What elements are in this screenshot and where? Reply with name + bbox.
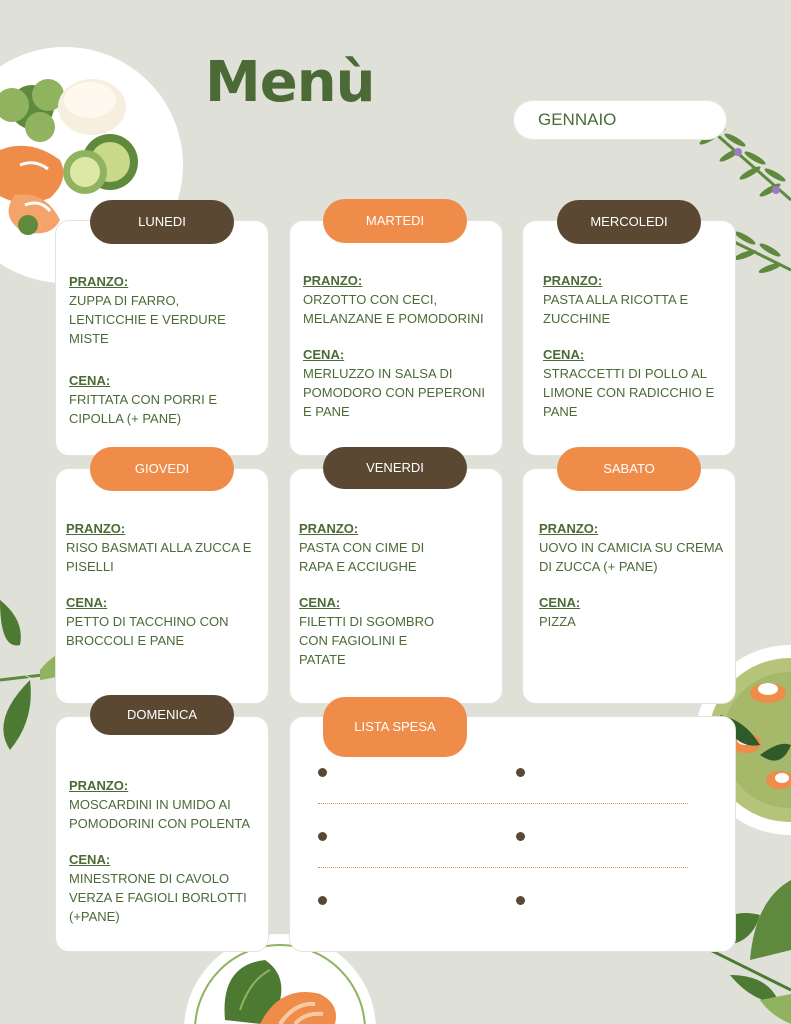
- dinner-domenica: [69, 850, 264, 926]
- shopping-bullet: [516, 896, 525, 905]
- dinner-text: STRACCETTI DI POLLO AL LIMONE CON RADICCHIO E PANE: [543, 366, 715, 419]
- dinner-label: CENA:: [539, 595, 581, 610]
- day-pill-domenica: DOMENICA: [90, 695, 234, 735]
- dinner-venerdi: [299, 593, 494, 669]
- lunch-text: ZUPPA DI FARRO, LENTICCHIE E VERDURE MISTE: [69, 293, 226, 346]
- lunch-text: UOVO IN CAMICIA SU CREMA DI ZUCCA (+ PANE): [539, 540, 724, 574]
- shopping-bullet: [516, 768, 525, 777]
- lunch-text: MOSCARDINI IN UMIDO AI POMODORINI CON POLENTA: [69, 797, 251, 831]
- dinner-label: CENA:: [69, 373, 111, 388]
- lunch-label: PRANZO:: [66, 521, 126, 536]
- dinner-text: MINESTRONE DI CAVOLO VERZA E FAGIOLI BORLOTTI (+PANE): [69, 871, 247, 924]
- lunch-text: RISO BASMATI ALLA ZUCCA E PISELLI: [66, 540, 252, 574]
- lunch-giovedi: [66, 519, 266, 576]
- lunch-sabato: [539, 519, 734, 576]
- lunch-domenica: [69, 776, 264, 833]
- day-pill-venerdi: VENERDI: [323, 447, 467, 489]
- day-pill-martedi: MARTEDI: [323, 199, 467, 243]
- dinner-sabato: [539, 593, 734, 631]
- dinner-label: CENA:: [543, 347, 585, 362]
- shopping-divider: [318, 867, 688, 868]
- day-pill-giovedi: GIOVEDI: [90, 447, 234, 491]
- dinner-text: MERLUZZO IN SALSA DI POMODORO CON PEPERONI E PANE: [303, 366, 486, 419]
- lunch-text: ORZOTTO CON CECI, MELANZANE E POMODORINI: [303, 292, 484, 326]
- dinner-mercoledi: [543, 345, 733, 421]
- lunch-lunedi: [69, 272, 259, 348]
- lunch-label: PRANZO:: [543, 273, 603, 288]
- dinner-label: CENA:: [66, 595, 108, 610]
- dinner-label: CENA:: [299, 595, 341, 610]
- dinner-text: PETTO DI TACCHINO CON BROCCOLI E PANE: [66, 614, 229, 648]
- shopping-bullet: [516, 832, 525, 841]
- day-pill-mercoledi: MERCOLEDI: [557, 200, 701, 244]
- dinner-text: PIZZA: [539, 614, 576, 629]
- day-card-giovedi: [55, 468, 269, 704]
- page-title: Menù: [205, 50, 375, 115]
- shopping-list-pill: LISTA SPESA: [323, 697, 467, 757]
- day-pill-sabato: SABATO: [557, 447, 701, 491]
- dinner-label: CENA:: [303, 347, 345, 362]
- dinner-text: FILETTI DI SGOMBRO CON FAGIOLINI E PATATE: [299, 614, 435, 667]
- dinner-martedi: [303, 345, 498, 421]
- day-card-sabato: [522, 468, 736, 704]
- dinner-label: CENA:: [69, 852, 111, 867]
- lunch-label: PRANZO:: [299, 521, 359, 536]
- lunch-label: PRANZO:: [539, 521, 599, 536]
- dinner-giovedi: [66, 593, 266, 650]
- shopping-bullet: [318, 768, 327, 777]
- dinner-text: FRITTATA CON PORRI E CIPOLLA (+ PANE): [69, 392, 218, 426]
- shopping-bullet: [318, 832, 327, 841]
- lunch-venerdi: [299, 519, 494, 576]
- lunch-label: PRANZO:: [303, 273, 363, 288]
- shopping-bullet: [318, 896, 327, 905]
- lunch-label: PRANZO:: [69, 274, 129, 289]
- lunch-martedi: [303, 271, 498, 328]
- lunch-text: PASTA ALLA RICOTTA E ZUCCHINE: [543, 292, 689, 326]
- month-field: GENNAIO: [513, 100, 727, 140]
- dinner-lunedi: [69, 371, 259, 428]
- lunch-text: PASTA CON CIME DI RAPA E ACCIUGHE: [299, 540, 425, 574]
- day-pill-lunedi: LUNEDI: [90, 200, 234, 244]
- lunch-mercoledi: [543, 271, 733, 328]
- lunch-label: PRANZO:: [69, 778, 129, 793]
- shopping-divider: [318, 803, 688, 804]
